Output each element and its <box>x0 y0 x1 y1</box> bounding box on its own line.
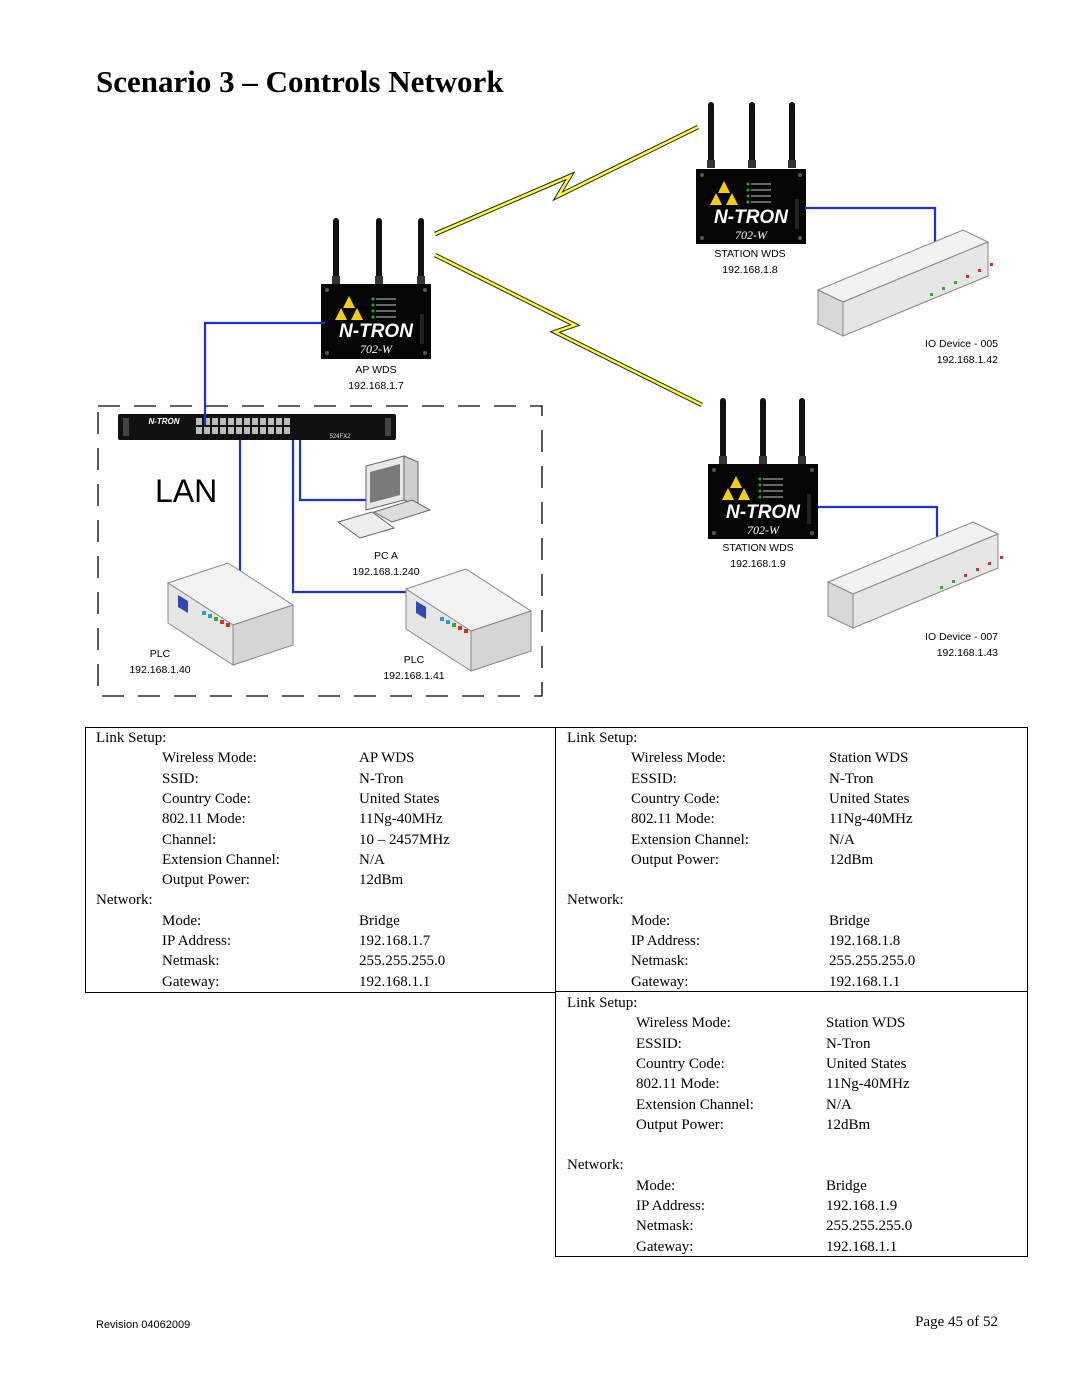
ap-field-label: 802.11 Mode: <box>162 811 246 828</box>
station2-field-label: Output Power: <box>636 1116 724 1133</box>
switch-port <box>236 418 242 425</box>
station1-field-label: Output Power: <box>631 851 719 868</box>
footer-page-number: Page 45 of 52 <box>915 1314 998 1330</box>
station2-model-text: 702-W <box>747 523 779 537</box>
ap-field-value: 10 – 2457MHz <box>359 831 450 848</box>
station2-field-value: Bridge <box>826 1177 867 1194</box>
switch-brand-text: N-TRON <box>148 417 180 426</box>
station1-field-label: Country Code: <box>631 790 720 807</box>
io-device-1-icon <box>818 230 993 336</box>
station1-field-value: N/A <box>829 831 855 848</box>
station2-config-panel <box>555 991 1028 1257</box>
switch-port <box>260 427 266 434</box>
switch-port <box>204 427 210 434</box>
station1-field-value: Station WDS <box>829 750 909 767</box>
station1-field-value: 192.168.1.1 <box>829 973 901 990</box>
ap-link-setup-heading: Link Setup: <box>96 730 167 746</box>
switch-port <box>244 418 250 425</box>
switch-port <box>252 427 258 434</box>
station1-model-text: 702-W <box>735 228 767 242</box>
io-device-2-icon <box>828 522 1003 628</box>
station2-brand-text: N-TRON <box>726 502 800 523</box>
switch-port <box>228 427 234 434</box>
io-device-1-label: IO Device - 005 192.168.1.42 <box>925 338 998 366</box>
switch-port <box>212 427 218 434</box>
station2-field-value: 192.168.1.1 <box>826 1238 898 1255</box>
ap-field-value: 11Ng-40MHz <box>359 811 443 828</box>
station1-field-value: 192.168.1.8 <box>829 933 901 949</box>
station1-field-label: IP Address: <box>631 933 701 949</box>
station2-field-label: IP Address: <box>636 1198 706 1214</box>
wireless-link-1 <box>435 127 698 234</box>
ap-model-text: 702-W <box>360 342 392 356</box>
station1-field-value: 12dBm <box>829 851 874 868</box>
switch-port <box>276 427 282 434</box>
ap-field-label: IP Address: <box>162 933 232 949</box>
ap-field-label: SSID: <box>162 770 199 787</box>
station1-field-label: Extension Channel: <box>631 831 749 848</box>
station1-link-setup-heading: Link Setup: <box>567 730 638 746</box>
station1-network-heading: Network: <box>567 892 624 909</box>
ap-network-heading: Network: <box>96 892 153 909</box>
ap-field-value: N-Tron <box>359 770 404 787</box>
station1-field-value: 255.255.255.0 <box>829 953 916 970</box>
ap-field-label: Mode: <box>162 912 202 929</box>
ap-field-value: Bridge <box>359 912 400 929</box>
ap-field-value: 192.168.1.1 <box>359 973 431 990</box>
ethernet-cables <box>205 208 937 592</box>
switch-port <box>276 418 282 425</box>
station2-field-label: Country Code: <box>636 1055 725 1072</box>
ethernet-switch <box>118 414 396 440</box>
plc-2-label: PLC 192.168.1.41 <box>383 654 445 682</box>
switch-port <box>244 427 250 434</box>
station1-field-label: ESSID: <box>631 770 677 787</box>
station2-field-value: N-Tron <box>826 1035 871 1052</box>
station2-field-label: Wireless Mode: <box>636 1015 731 1032</box>
station2-field-value: 11Ng-40MHz <box>826 1076 910 1093</box>
station1-field-label: 802.11 Mode: <box>631 811 715 828</box>
station1-field-value: 11Ng-40MHz <box>829 811 913 828</box>
pc-label: PC A 192.168.1.240 <box>352 550 420 578</box>
station-wds-2-label: STATION WDS 192.168.1.9 <box>722 542 794 570</box>
station1-field-label: Netmask: <box>631 953 689 970</box>
station2-link-setup-heading: Link Setup: <box>567 995 638 1011</box>
switch-port <box>196 418 202 425</box>
station-wds-unit-2 <box>708 398 818 539</box>
lan-label: LAN <box>155 473 218 509</box>
switch-port <box>212 418 218 425</box>
ap-field-label: Extension Channel: <box>162 851 280 868</box>
station2-field-label: ESSID: <box>636 1035 682 1052</box>
plc-1-label: PLC 192.168.1.40 <box>129 648 191 676</box>
station-wds-1-label: STATION WDS 192.168.1.8 <box>714 248 786 276</box>
ap-field-value: N/A <box>359 851 385 868</box>
wireless-link-2 <box>435 255 702 405</box>
ap-field-label: Netmask: <box>162 953 220 970</box>
switch-model-text: 524FX2 <box>329 434 351 440</box>
station2-field-label: Mode: <box>636 1177 676 1194</box>
ap-field-value: 192.168.1.7 <box>359 933 431 949</box>
ap-brand-text: N-TRON <box>339 321 413 342</box>
switch-port <box>268 427 274 434</box>
station1-field-label: Gateway: <box>631 973 689 990</box>
switch-port <box>220 427 226 434</box>
ap-wds-unit <box>321 218 431 359</box>
station2-field-value: 192.168.1.9 <box>826 1198 898 1214</box>
ap-field-value: United States <box>359 790 440 807</box>
station2-field-label: Netmask: <box>636 1218 694 1235</box>
ap-field-value: 255.255.255.0 <box>359 953 446 970</box>
station2-field-value: United States <box>826 1055 907 1072</box>
station2-field-label: Extension Channel: <box>636 1096 754 1113</box>
station2-field-label: 802.11 Mode: <box>636 1076 720 1093</box>
station2-field-label: Gateway: <box>636 1238 694 1255</box>
switch-port <box>260 418 266 425</box>
station2-field-value: 12dBm <box>826 1116 871 1133</box>
station1-field-label: Mode: <box>631 912 671 929</box>
station2-network-heading: Network: <box>567 1157 624 1174</box>
ap-field-value: AP WDS <box>359 750 415 767</box>
io-device-2-label: IO Device - 007 192.168.1.43 <box>925 631 998 659</box>
ap-config-panel <box>85 727 557 993</box>
switch-port <box>284 427 290 434</box>
ap-field-label: Country Code: <box>162 790 251 807</box>
switch-port <box>236 427 242 434</box>
station1-field-value: N-Tron <box>829 770 874 787</box>
station1-field-value: United States <box>829 790 910 807</box>
ap-wds-label: AP WDS 192.168.1.7 <box>348 364 404 392</box>
ap-field-label: Wireless Mode: <box>162 750 257 767</box>
switch-port <box>228 418 234 425</box>
station-wds-unit-1 <box>696 102 806 244</box>
station2-field-value: Station WDS <box>826 1015 906 1032</box>
switch-port <box>252 418 258 425</box>
station1-field-value: Bridge <box>829 912 870 929</box>
pc-icon <box>338 456 430 538</box>
ap-field-label: Gateway: <box>162 973 220 990</box>
switch-port <box>284 418 290 425</box>
station2-field-value: N/A <box>826 1096 852 1113</box>
ap-field-label: Output Power: <box>162 872 250 889</box>
switch-port <box>196 427 202 434</box>
footer-revision: Revision 04062009 <box>96 1319 191 1331</box>
station1-brand-text: N-TRON <box>714 207 788 228</box>
switch-port <box>268 418 274 425</box>
station1-field-label: Wireless Mode: <box>631 750 726 767</box>
station2-field-value: 255.255.255.0 <box>826 1218 913 1235</box>
station1-config-panel <box>555 727 1028 993</box>
switch-port <box>220 418 226 425</box>
ap-field-value: 12dBm <box>359 872 404 889</box>
page-title: Scenario 3 – Controls Network <box>96 64 504 99</box>
ap-field-label: Channel: <box>162 831 217 848</box>
